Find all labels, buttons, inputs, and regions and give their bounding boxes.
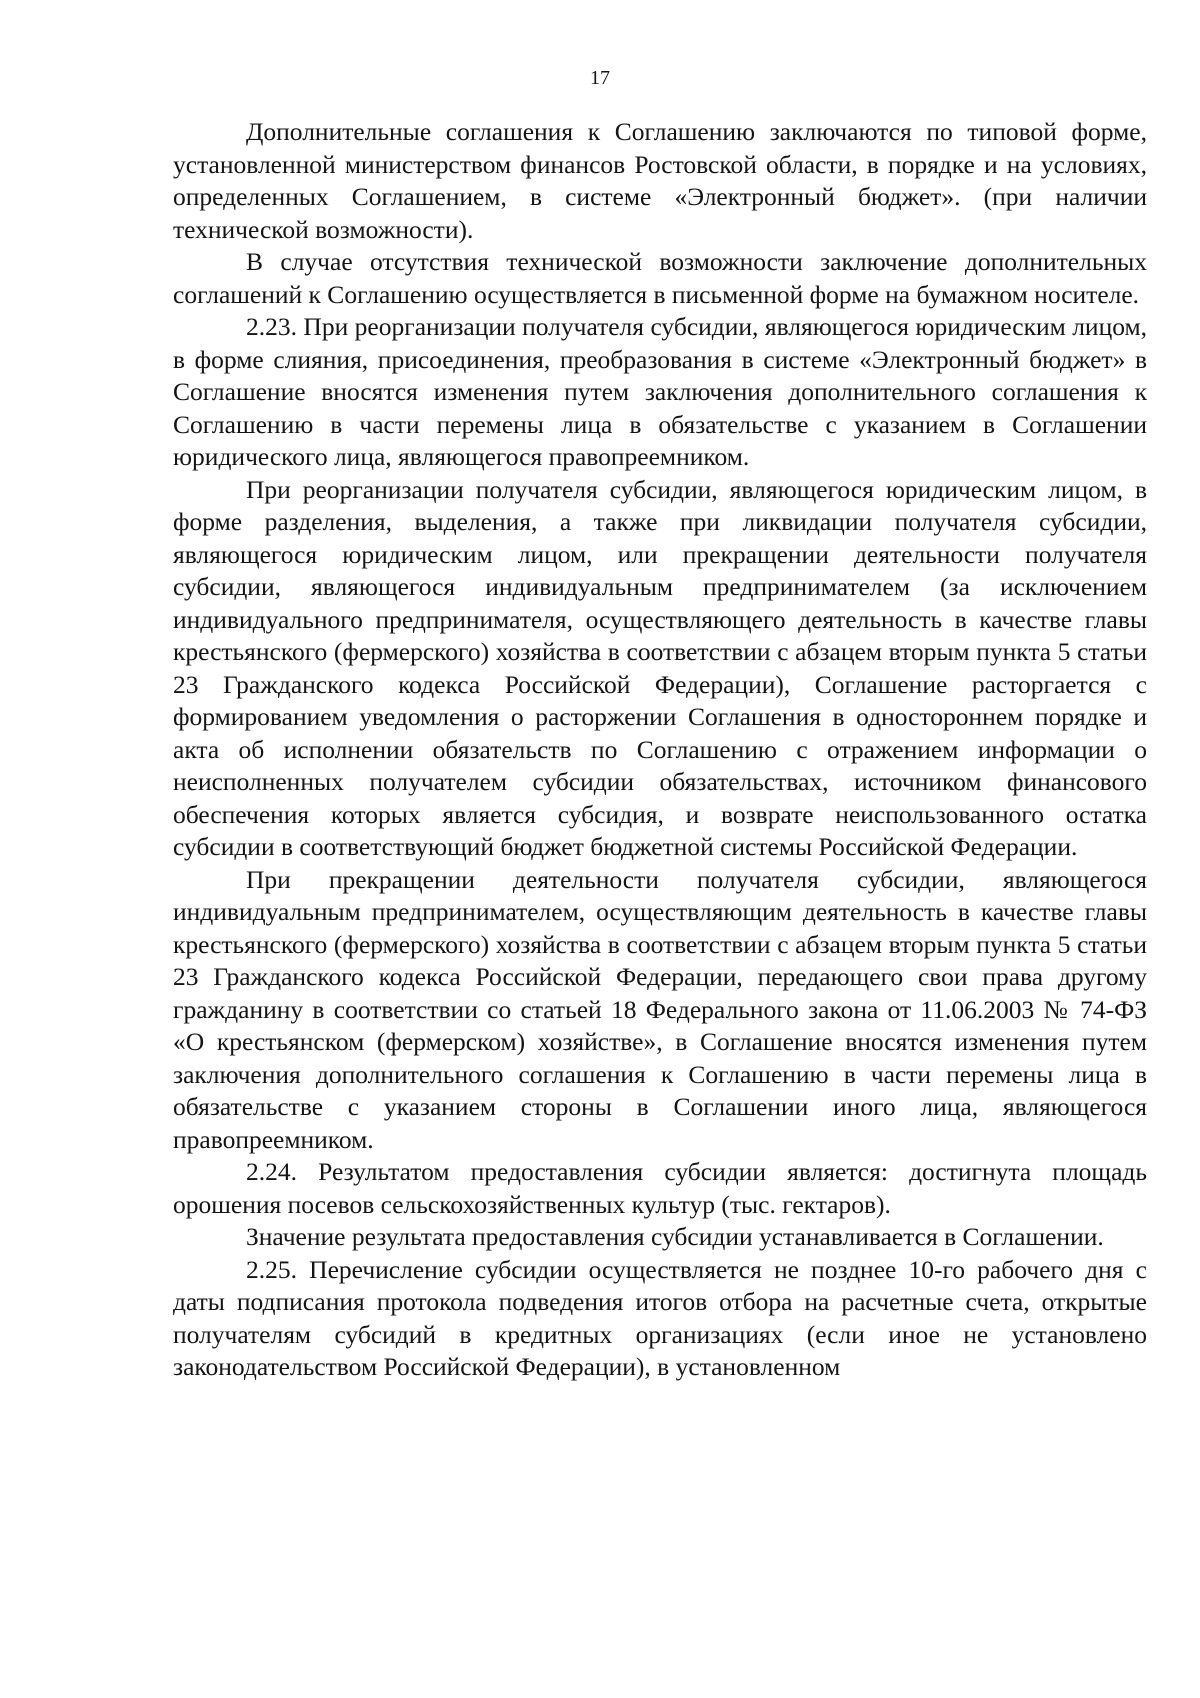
paragraph: При прекращении деятельности получателя субсидии, являющегося индивидуальным предпринимателем, осуществляющим деятельность в качестве главы крестьянского (фермерского) хозяйства в соответствии с абзацем вторым пункта 5 статьи 23 Гражданского кодекса Российской Федерации, передающего свои права другому гражданину в соответствии со статьей 18 Федерального закона от 11.06.2003 № 74-ФЗ «О крестьянском (фермерском) хозяйстве», в Соглашение вносятся изменения путем заключения дополнительного соглашения к Соглашению в части перемены лица в обязательстве с указанием стороны в Соглашении иного лица, являющегося правопреемником. — [173, 864, 1147, 1154]
paragraph: Значение результата предоставления субсидии устанавливается в Соглашении. — [246, 1222, 1104, 1251]
paragraph: 2.23. При реорганизации получателя субсидии, являющегося юридическим лицом, в форме слияния, присоединения, преобразования в системе «Электронный бюджет» в Соглашение вносятся изменения путем заключения дополнительного соглашения к Соглашению в части перемены лица в обязательстве с указанием в Соглашении юридического лица, являющегося правопреемником. — [173, 312, 1147, 471]
paragraph: При реорганизации получателя субсидии, являющегося юридическим лицом, в форме разделения, выделения, а также при ликвидации получателя субсидии, являющегося юридическим лицом, или прекращении деятельности получателя субсидии, являющегося индивидуальным предпринимателем (за исключением индивидуального предпринимателя, осуществляющего деятельность в качестве главы крестьянского (фермерского) хозяйства в соответствии с абзацем вторым пункта 5 статьи 23 Гражданского кодекса Российской Федерации), Соглашение расторгается с формированием уведомления о расторжении Соглашения в одностороннем порядке и акта об исполнении обязательств по Соглашению с отражением информации о неисполненных получателем субсидии обязательствах, источником финансового обеспечения которых является субсидия, и возврате неиспользованного остатка субсидии в соответствующий бюджет бюджетной системы Российской Федерации. — [173, 474, 1147, 861]
paragraph: 2.25. Перечисление субсидии осуществляется не позднее 10-го рабочего дня с даты подписания протокола подведения итогов отбора на расчетные счета, открытые получателям субсидий в кредитных организациях (если иное не установлено законодательством Российской Федерации), в установленном — [173, 1254, 1147, 1381]
document-body — [173, 116, 1147, 1384]
paragraph: Дополнительные соглашения к Соглашению заключаются по типовой форме, установленной министерством финансов Ростовской области, в порядке и на условиях, определенных Соглашением, в системе «Электронный бюджет». (при наличии технической возможности). — [173, 117, 1147, 244]
paragraph: В случае отсутствия технической возможности заключение дополнительных соглашений к Соглашению осуществляется в письменной форме на бумажном носителе. — [173, 247, 1147, 309]
page-number: 17 — [590, 67, 610, 89]
paragraph: 2.24. Результатом предоставления субсидии является: достигнута площадь орошения посевов сельскохозяйственных культур (тыс. гектаров). — [173, 1157, 1147, 1219]
